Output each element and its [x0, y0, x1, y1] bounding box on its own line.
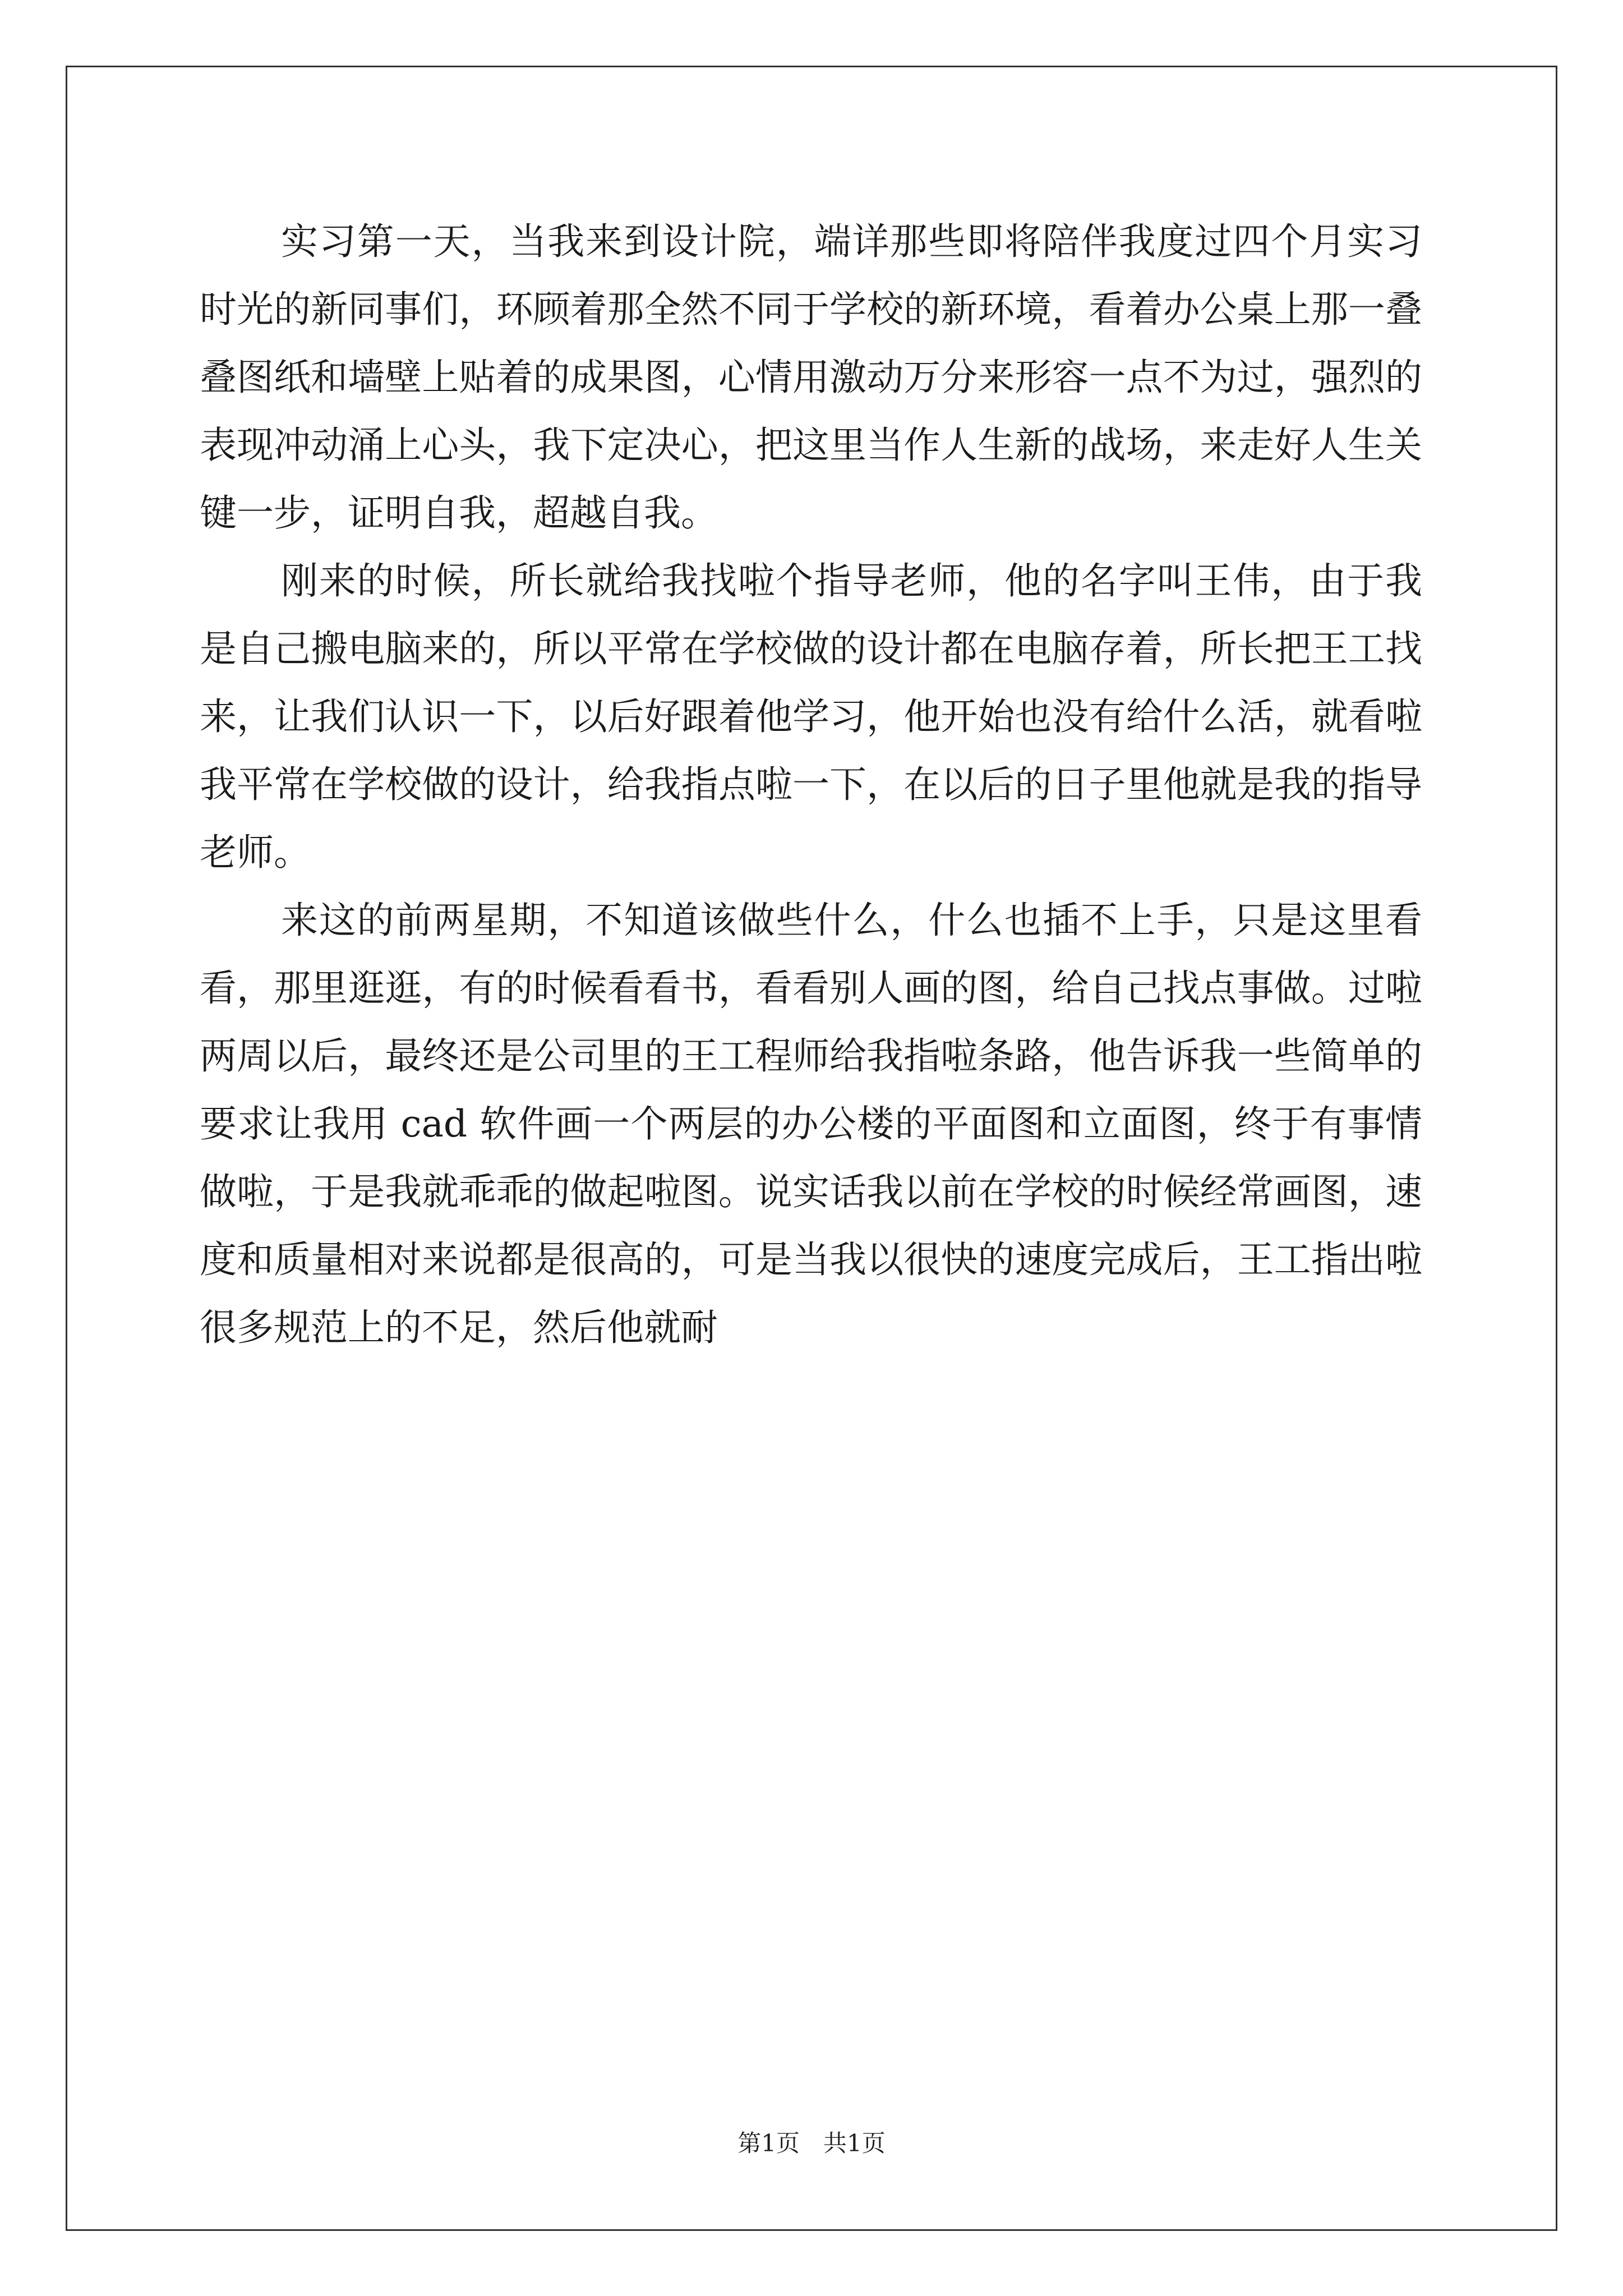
document-body	[200, 208, 1422, 1361]
paragraph-1: 实习第一天，当我来到设计院，端详那些即将陪伴我度过四个月实习时光的新同事们，环顾着那全然不同于学校的新环境，看着办公桌上那一叠叠图纸和墙壁上贴着的成果图，心情用激动万分来形容一点不为过，强烈的表现冲动涌上心头，我下定决心，把这里当作人生新的战场，来走好人生关键一步，证明自我，超越自我。	[200, 220, 1422, 535]
page-number-footer: 第1页 共1页	[737, 2129, 886, 2157]
paragraph-2: 刚来的时候，所长就给我找啦个指导老师，他的名字叫王伟，由于我是自己搬电脑来的，所以平常在学校做的设计都在电脑存着，所长把王工找来，让我们认识一下，以后好跟着他学习，他开始也没有给什么活，就看啦我平常在学校做的设计，给我指点啦一下，在以后的日子里他就是我的指导老师。	[200, 559, 1422, 874]
paragraph-3: 来这的前两星期，不知道该做些什么，什么也插不上手，只是这里看看，那里逛逛，有的时候看看书，看看别人画的图，给自己找点事做。过啦两周以后，最终还是公司里的王工程师给我指啦条路，他告诉我一些简单的要求让我用 cad 软件画一个两层的办公楼的平面图和立面图，终于有事情做啦，于是我就乖乖的做起啦图。说实话我以前在学校的时候经常画图，速度和质量相对来说都是很高的，可是当我以很快的速度完成后，王工指出啦很多规范上的不足，然后他就耐	[200, 899, 1422, 1349]
